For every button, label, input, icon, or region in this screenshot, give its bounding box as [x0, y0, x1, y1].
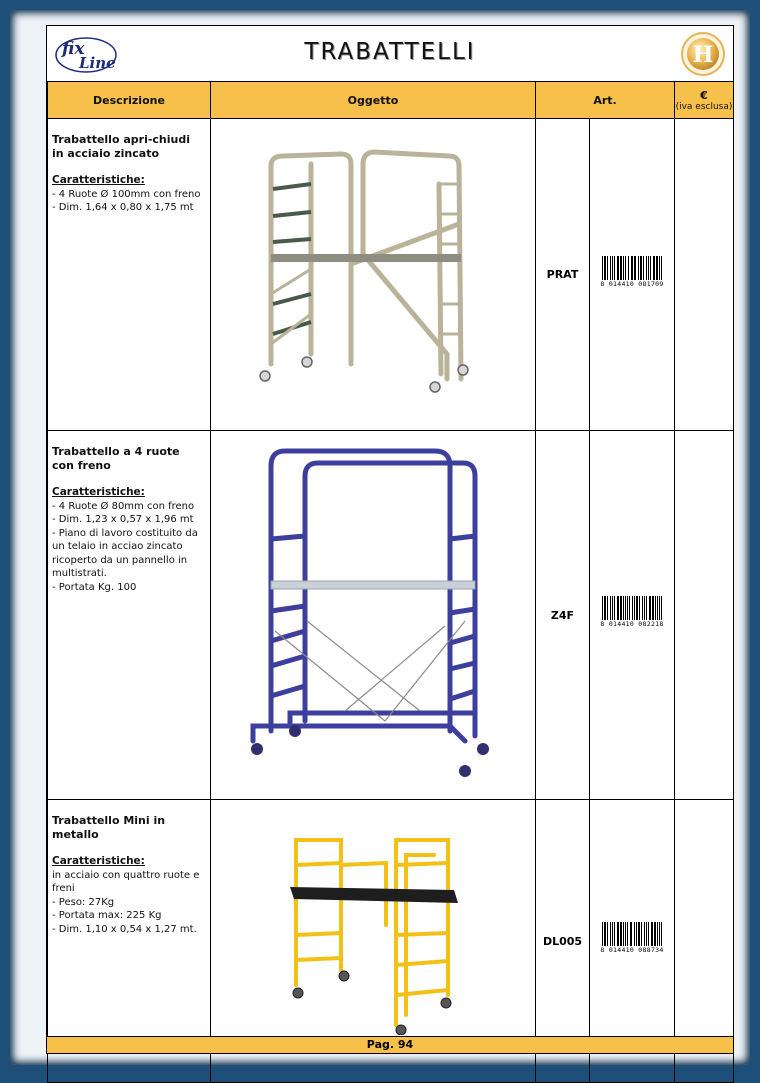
barcode-bar — [627, 922, 628, 946]
barcode-bar — [659, 596, 660, 620]
barcode-bars — [602, 256, 662, 280]
barcode-bar — [643, 256, 644, 280]
feature-item: - Dim. 1,10 x 0,54 x 1,27 mt. — [52, 923, 197, 935]
product-name: Trabattello Mini in metallo — [52, 814, 166, 841]
barcode-bar — [610, 922, 611, 946]
barcode-bar — [623, 256, 624, 280]
barcode-bar — [607, 256, 608, 280]
barcode-bar — [661, 922, 662, 946]
barcode-bars — [602, 596, 662, 620]
barcode-bar — [634, 922, 635, 946]
page-title: TRABATTELLI — [304, 39, 476, 65]
barcode-bar — [617, 596, 619, 620]
svg-text:H: H — [692, 42, 714, 68]
barcode-bar — [623, 922, 624, 946]
barcode-bar — [657, 922, 658, 946]
barcode-bar — [630, 922, 632, 946]
barcode-bar — [607, 596, 608, 620]
feature-item: - 4 Ruote Ø 80mm con freno — [52, 500, 195, 512]
barcode-bar — [653, 256, 655, 280]
barcode-bar — [638, 256, 639, 280]
feature-item: in acciaio con quattro ruote e freni — [52, 869, 200, 894]
barcode-bar — [656, 256, 658, 280]
barcode-bar — [646, 922, 647, 946]
article-code: Z4F — [536, 431, 590, 800]
folding-scaffold-image — [251, 144, 501, 399]
barcode-bar — [652, 596, 654, 620]
barcode-bar — [648, 922, 649, 946]
barcode-bar — [650, 256, 651, 280]
features-label: Caratteristiche: — [52, 174, 145, 186]
barcode-bar — [634, 256, 636, 280]
barcode-bar — [636, 596, 638, 620]
features-label: Caratteristiche: — [52, 486, 145, 498]
barcode-bar — [620, 256, 622, 280]
column-header-art: Art. — [536, 82, 675, 119]
barcode-bar — [642, 596, 643, 620]
barcode-bar — [655, 596, 656, 620]
price-note: (iva esclusa) — [675, 101, 733, 112]
barcode-bar — [612, 256, 613, 280]
yellow-scaffold-image — [286, 835, 466, 1035]
barcode-bar — [623, 596, 624, 620]
barcode-bar — [607, 922, 608, 946]
price-cell — [675, 431, 734, 800]
barcode-bar — [632, 596, 633, 620]
table-header-row — [48, 82, 734, 119]
barcode-bar — [648, 256, 649, 280]
barcode-bar — [612, 922, 613, 946]
barcode-bar — [657, 596, 658, 620]
h-brand-logo — [679, 30, 727, 78]
barcode-bar — [602, 256, 603, 280]
article-code: DL005 — [536, 800, 590, 1083]
barcode-number: 8 014410 081709 — [600, 279, 664, 288]
column-header-description: Descrizione — [48, 82, 211, 119]
feature-item: - Portata max: 225 Kg — [52, 910, 162, 921]
barcode-bar — [644, 596, 645, 620]
page-frame — [10, 10, 750, 1065]
barcode-bar — [614, 596, 615, 620]
catalog-page — [46, 25, 734, 1054]
barcode-bar — [602, 922, 603, 946]
feature-item: - Dim. 1,64 x 0,80 x 1,75 mt — [52, 202, 194, 213]
barcode-bar — [610, 256, 611, 280]
svg-text:fix: fix — [62, 39, 85, 59]
barcode-bar — [646, 596, 647, 620]
barcode-bar — [620, 596, 622, 620]
barcode-bar — [640, 256, 642, 280]
page-footer: Pag. 94 — [47, 1036, 733, 1053]
barcode-bar — [651, 922, 653, 946]
euro-symbol: € — [700, 88, 708, 102]
table-row — [48, 119, 734, 431]
feature-item: - Peso: 27Kg — [52, 896, 115, 908]
barcode-bar — [638, 922, 640, 946]
features-label: Caratteristiche: — [52, 855, 145, 867]
feature-item: - Piano di lavoro costituito da un telaio in acciao zincato ricoperto da un pannello in multistrati. — [52, 527, 198, 579]
blue-scaffold-image — [245, 441, 495, 781]
barcode-bar — [636, 922, 637, 946]
barcode-bar — [627, 596, 628, 620]
barcode-bar — [617, 922, 619, 946]
barcode-bar — [625, 596, 626, 620]
article-code: PRAT — [536, 119, 590, 431]
barcode-bar — [620, 922, 622, 946]
product-image-cell — [211, 119, 536, 431]
barcode — [600, 596, 664, 630]
barcode-bar — [604, 922, 606, 946]
product-name: Trabattello a 4 ruote con freno — [52, 445, 180, 472]
barcode — [600, 256, 664, 290]
feature-item: - Portata Kg. 100 — [52, 581, 137, 593]
barcode-bar — [631, 256, 633, 280]
barcode-bar — [625, 256, 626, 280]
product-description — [48, 119, 211, 431]
barcode — [600, 922, 664, 956]
barcode-cell — [590, 431, 675, 800]
barcode-bar — [612, 596, 613, 620]
barcode-bar — [661, 596, 662, 620]
table-row — [48, 431, 734, 800]
product-name: Trabattello apri-chiudi in acciaio zincato — [52, 133, 190, 160]
feature-item: - Dim. 1,23 x 0,57 x 1,96 mt — [52, 514, 194, 525]
barcode-bar — [639, 596, 640, 620]
page-header — [47, 26, 733, 82]
barcode-bar — [644, 922, 645, 946]
barcode-bar — [614, 256, 615, 280]
product-image-cell — [211, 431, 536, 800]
barcode-bars — [602, 922, 662, 946]
svg-text:Line: Line — [79, 54, 116, 72]
barcode-number: 8 014410 088734 — [600, 946, 664, 954]
barcode-cell — [590, 119, 675, 431]
column-header-object: Oggetto — [211, 82, 536, 119]
barcode-bar — [649, 596, 651, 620]
barcode-bar — [614, 922, 615, 946]
barcode-bar — [610, 596, 611, 620]
barcode-bar — [628, 256, 629, 280]
product-table — [47, 81, 734, 1083]
barcode-number: 8 014410 082218 — [600, 620, 664, 628]
barcode-bar — [659, 256, 660, 280]
barcode-bar — [629, 596, 630, 620]
product-description — [48, 431, 211, 800]
barcode-bar — [654, 922, 656, 946]
barcode-bar — [641, 922, 642, 946]
barcode-bar — [617, 256, 619, 280]
barcode-bar — [602, 596, 603, 620]
barcode-bar — [661, 256, 662, 280]
barcode-bar — [604, 596, 606, 620]
barcode-bar — [646, 256, 647, 280]
barcode-bar — [625, 922, 626, 946]
feature-item: - 4 Ruote Ø 100mm con freno — [52, 188, 201, 200]
barcode-bar — [604, 256, 606, 280]
barcode-bar — [634, 596, 635, 620]
column-header-price — [675, 82, 734, 119]
barcode-bar — [659, 922, 660, 946]
price-cell — [675, 119, 734, 431]
